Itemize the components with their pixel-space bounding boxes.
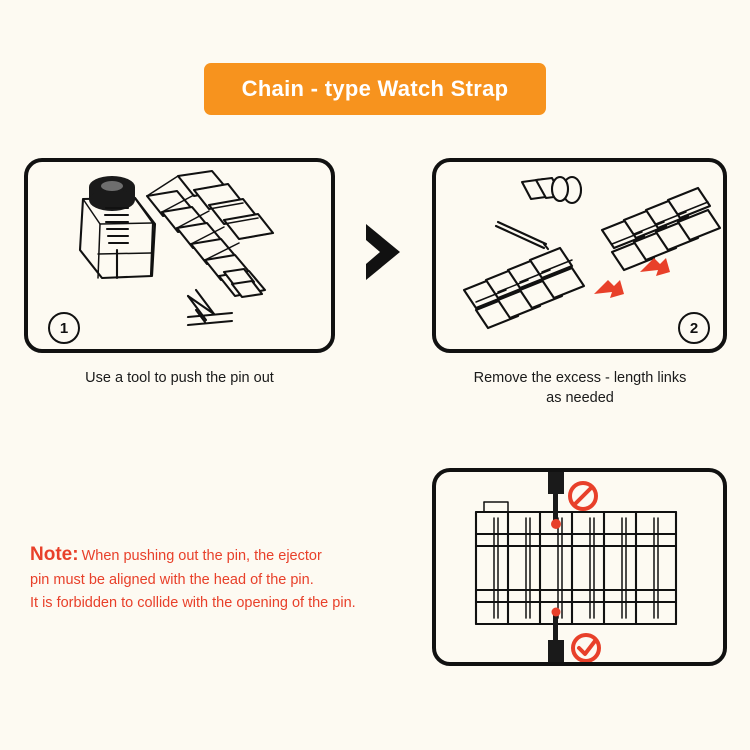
pin-alignment-detail-illustration bbox=[436, 472, 723, 662]
step-2-number: 2 bbox=[678, 312, 710, 344]
note-line-3: It is forbidden to collide with the opening of the pin. bbox=[30, 594, 356, 611]
note-line-1: When pushing out the pin, the ejector bbox=[81, 548, 322, 564]
page-title: Chain - type Watch Strap bbox=[241, 76, 509, 101]
chevron-right-arrow-icon bbox=[358, 222, 412, 282]
red-arrow-up-2 bbox=[594, 280, 624, 298]
detail-panel bbox=[432, 468, 727, 666]
step-1-number: 1 bbox=[48, 312, 80, 344]
step-1-panel bbox=[24, 158, 335, 353]
note-block bbox=[30, 540, 420, 614]
prohibited-icon bbox=[570, 483, 596, 509]
note-line-2: pin must be aligned with the head of the pin. bbox=[30, 572, 314, 589]
step-2-panel bbox=[432, 158, 727, 353]
page-title-badge bbox=[204, 63, 546, 115]
step-2-caption-line-1: Remove the excess - length links bbox=[473, 370, 687, 386]
check-circle-icon bbox=[573, 635, 599, 661]
step-1-caption: Use a tool to push the pin out bbox=[85, 370, 274, 386]
note-label: Note: bbox=[30, 544, 79, 565]
step-2-caption-line-2: as needed bbox=[546, 389, 614, 406]
step-2-caption bbox=[425, 369, 735, 408]
